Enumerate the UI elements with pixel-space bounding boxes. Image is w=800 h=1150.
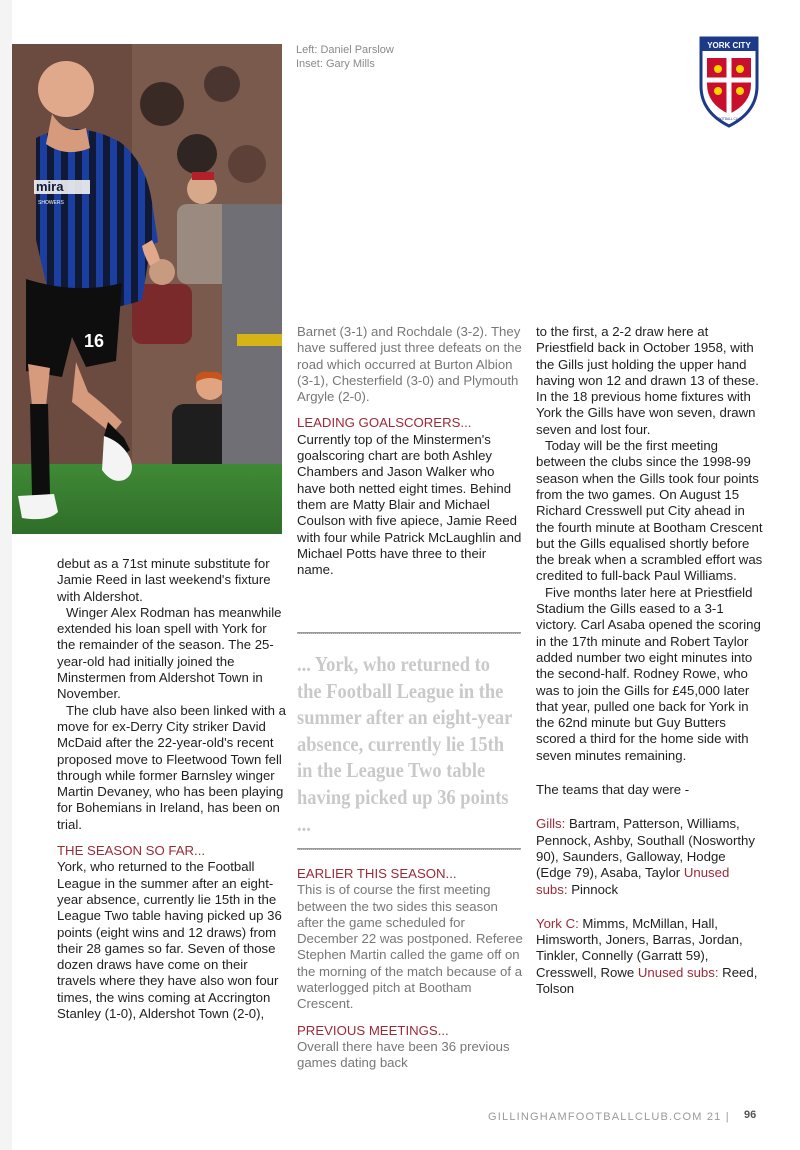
caption-line-left: Left: Daniel Parslow (296, 44, 394, 56)
york-city-crest-logo (697, 36, 761, 128)
col3-paragraph-2: Today will be the first meeting between the clubs since the 1998-99 season when the Gills took four points from the two games. On August 15 Richard Cresswell put City ahead in the fourth minute at Bootham Crescent but the Gills equalised shortly before the break when a scrambled effort was credited to full-back Paul Williams. (536, 438, 763, 584)
col2-paragraph-2: Currently top of the Minstermen's goalscoring chart are both Ashley Chambers and Jason Walker who have both netted eight times. Behind them are Matty Blair and Michael Coulson with five apiece, Jamie Reed with four while Patrick McLaughlin and Michael Potts have three to their name. (297, 431, 522, 578)
article-column-3 (536, 324, 764, 997)
heading-previous-meetings: PREVIOUS MEETINGS... (297, 1022, 449, 1038)
york-unused: Reed, Tolson (536, 964, 758, 996)
pull-quote-bottom-rule (297, 848, 521, 850)
col1-paragraph-3: The club have also been linked with a move for ex-Derry City striker David McDaid after the 22-year-old's recent proposed move to Fleetwood Town fell through while former Barnsley winger Martin Devaney, who has been playing for Bohemians in Ireland, has been on trial. (57, 702, 286, 832)
article-column-1 (57, 556, 287, 1022)
article-column-2 (297, 324, 525, 578)
player-photo (12, 44, 282, 534)
page-edge (0, 0, 12, 1150)
gills-team: Bartram, Patterson, Williams, Pennock, Ashby, Southall (Nosworthy 90), Saunders, Galloway, Hodge (Edge 79), Asaba, Taylor (536, 816, 755, 881)
footer-page-number: 21 (706, 1111, 722, 1123)
york-label: York C: (536, 915, 579, 931)
col1-paragraph-4: York, who returned to the Football League in the summer after an eight-year absence, currently lie 15th in the League Two table having picked up 36 points (eight wins and 12 draws) from their 28 games so far. Seven of those dozen draws have come on their travels where they have also won four times, the wins coming at Accrington Stanley (1-0), Aldershot Town (2-0), (57, 859, 282, 1022)
york-lineup (536, 916, 764, 997)
gills-label: Gills: (536, 816, 566, 832)
pull-quote (297, 632, 521, 850)
footer-logo: 96 (744, 1109, 757, 1121)
shirt-number: 16 (84, 331, 105, 351)
crest-name: YORK CITY (707, 41, 751, 50)
col2-paragraph-1: Barnet (3-1) and Rochdale (3-2). They have suffered just three defeats on the road which occurred at Burton Albion (3-1), Chesterfield (3-0) and Plymouth Argyle (2-0). (297, 324, 522, 405)
heading-earlier-this-season: EARLIER THIS SEASON... (297, 866, 457, 881)
crest-small-text: FOOTBALL CLUB (716, 117, 742, 121)
york-team: Mimms, McMillan, Hall, Himsworth, Joners, Barras, Jordan, Tinkler, Connelly (Garratt 59), Cresswell, Rowe (536, 915, 743, 980)
col1-paragraph-2: Winger Alex Rodman has meanwhile extended his loan spell with York for the remainder of the season. The 25-year-old had initially joined the Minstermen from Aldershot Town in November. (57, 604, 282, 702)
caption-line-inset: Inset: Gary Mills (296, 58, 375, 70)
gills-unused-label: Unused subs: (536, 865, 730, 897)
col3-paragraph-1: to the first, a 2-2 draw here at Priestfield back in October 1958, with the Gills just holding the upper hand having won 12 and drawn 13 of these. In the 18 previous home fixtures with York the Gills have won seven, drawn seven and lost four. (536, 324, 759, 437)
footer-site: GILLINGHAMFOOTBALLCLUB.COM (488, 1111, 703, 1123)
col2-paragraph-4: Overall there have been 36 previous games dating back (297, 1038, 510, 1071)
col3-paragraph-3: Five months later here at Priestfield Stadium the Gills eased to a 3-1 victory. Carl Asaba opened the scoring in the 17th minute and Robert Taylor added number two eight minutes into the second-half. Rodney Rowe, who was to join the Gills for £45,000 later that year, pulled one back for York in the 62nd minute but Guy Butters scored a third for the home side with seven minutes remaining. (536, 584, 761, 763)
heading-leading-goalscorers: LEADING GOALSCORERS... (297, 415, 472, 431)
article-column-2-lower (297, 866, 525, 1072)
page-footer: GILLINGHAMFOOTBALLCLUB.COM 21 | (488, 1111, 730, 1123)
photo-caption (296, 43, 394, 71)
col1-paragraph-1: debut as a 71st minute substitute for Jamie Reed in last weekend's fixture with Aldershot. (57, 556, 271, 604)
gills-lineup (536, 816, 764, 897)
teams-intro: The teams that day were - (536, 782, 690, 798)
col2-paragraph-3: This is of course the first meeting between the two sides this season after the game scheduled for December 22 was postponed. Referee Stephen Martin called the game off on the morning of the match because of a waterlogged pitch at Bootham Crescent. (297, 882, 523, 1012)
gills-unused: Pinnock (567, 881, 619, 897)
heading-season-so-far: THE SEASON SO FAR... (57, 843, 206, 859)
shirt-sponsor: mira (36, 179, 64, 194)
pull-quote-text: ... York, who returned to the Football League in the summer after an eight-year absence, currently lie 15th in the League Two table having picked up 36 points ... (297, 652, 513, 836)
york-unused-label: Unused subs: (637, 964, 719, 980)
shirt-sponsor-sub: SHOWERS (38, 200, 64, 206)
